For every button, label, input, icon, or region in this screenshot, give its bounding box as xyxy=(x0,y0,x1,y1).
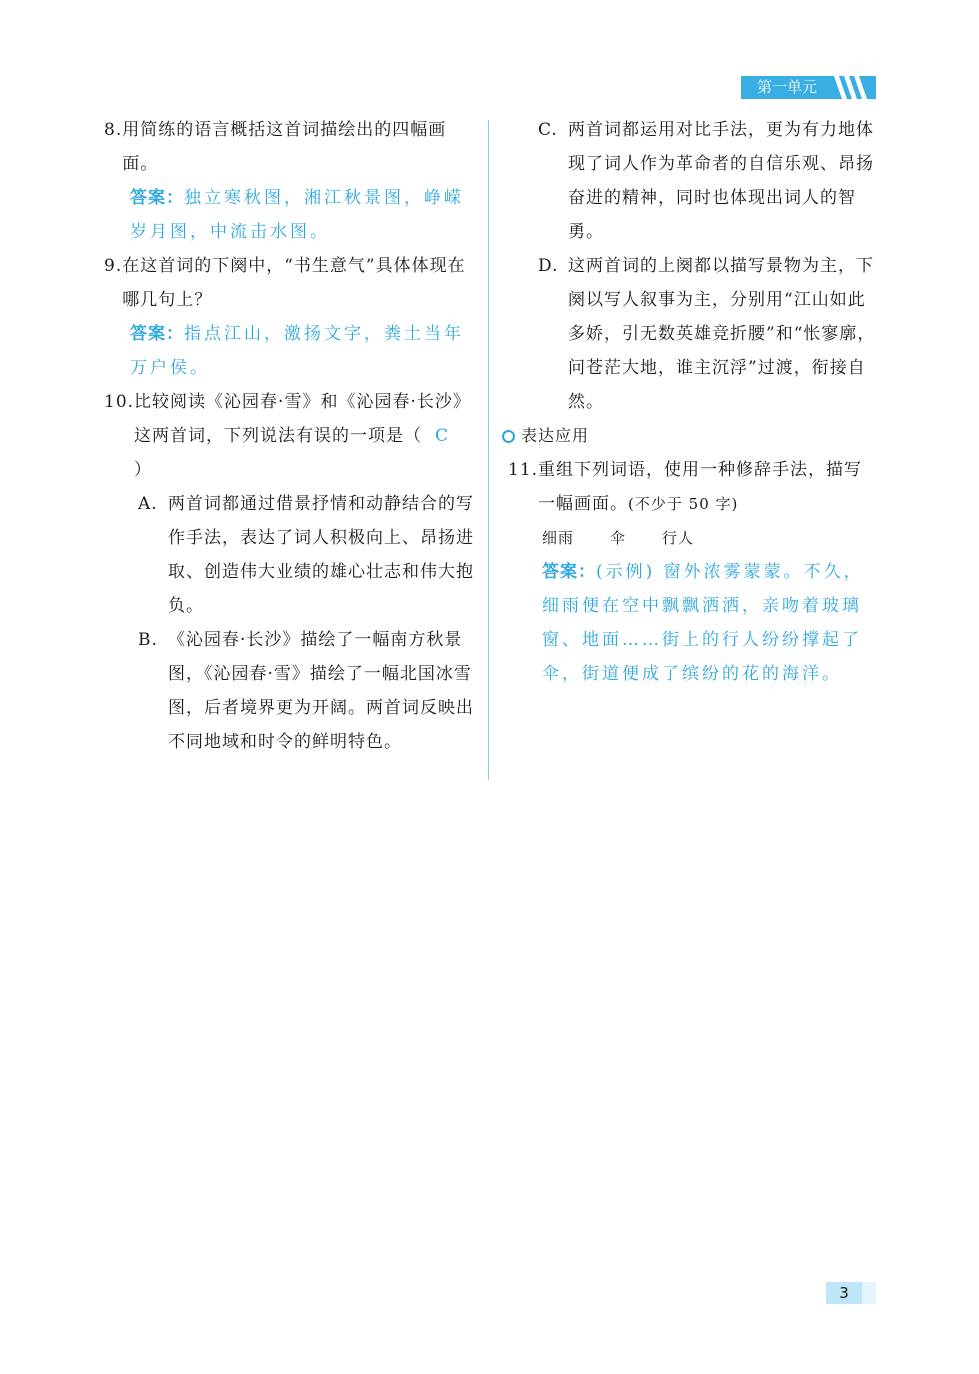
column-divider xyxy=(488,120,489,780)
word-item: 伞 xyxy=(610,529,627,547)
section-heading xyxy=(502,419,878,453)
option-letter: D. xyxy=(538,256,559,276)
unit-tab xyxy=(741,76,876,99)
left-column xyxy=(104,113,476,759)
option-letter: A. xyxy=(138,494,158,514)
unit-label: 第一单元 xyxy=(757,78,818,96)
question-number: 9. xyxy=(104,256,123,276)
page-number: 3 xyxy=(826,1282,862,1304)
question-text-after: ） xyxy=(134,460,153,480)
answer-9 xyxy=(104,317,476,385)
question-text: 在这首词的下阕中，“书生意气”具体体现在哪几句上？ xyxy=(122,256,466,310)
option-text: 《沁园春·长沙》描绘了一幅南方秋景图，《沁园春·雪》描绘了一幅北国冰雪图，后者境界更为开阔。两首词反映出不同地域和时令的鲜明特色。 xyxy=(168,630,474,752)
option-c xyxy=(508,113,878,249)
question-number: 11. xyxy=(508,460,539,480)
right-column xyxy=(508,113,878,691)
question-number: 8. xyxy=(104,120,123,140)
option-b xyxy=(104,623,476,759)
question-9 xyxy=(104,249,476,317)
word-item: 行人 xyxy=(662,529,695,547)
answer-11 xyxy=(508,555,878,691)
section-title: 表达应用 xyxy=(521,426,590,445)
question-text: 用简练的语言概括这首词描绘出的四幅画面。 xyxy=(122,120,447,174)
answer-text: (示例) 窗外浓雾蒙蒙。不久，细雨便在空中飘飘洒洒，亲吻着玻璃窗、地面……街上的行人纷纷撑起了伞，街道便成了缤纷的花的海洋。 xyxy=(542,562,864,684)
question-10 xyxy=(104,385,476,487)
option-text: 两首词都通过借景抒情和动静结合的写作手法，表达了词人积极向上、昂扬进取、创造伟大业绩的雄心壮志和伟大抱负。 xyxy=(168,494,474,616)
answer-text: 独立寒秋图，湘江秋景图，峥嵘岁月图，中流击水图。 xyxy=(130,188,464,242)
answer-8 xyxy=(104,181,476,249)
word-item: 细雨 xyxy=(542,529,575,547)
question-11 xyxy=(508,453,878,521)
answer-label: 答案： xyxy=(130,324,184,344)
question-text xyxy=(538,453,878,521)
option-text: 这两首词的上阕都以描写景物为主，下阕以写人叙事为主，分别用“江山如此多娇，引无数英雄竞折腰”和“怅寥廓，问苍茫大地，谁主沉浮”过渡，衔接自然。 xyxy=(568,256,876,412)
word-list xyxy=(508,521,878,555)
question-main-text: 重组下列词语，使用一种修辞手法，描写一幅画面。 xyxy=(538,460,863,514)
answer-label: 答案： xyxy=(542,562,596,582)
option-text: 两首词都运用对比手法，更为有力地体现了词人作为革命者的自信乐观、昂扬奋进的精神，同时也体现出词人的智勇。 xyxy=(568,120,874,242)
page-number-decoration xyxy=(862,1282,876,1304)
question-text xyxy=(134,385,476,487)
option-letter: B. xyxy=(138,630,158,650)
circle-bullet-icon xyxy=(502,430,515,443)
question-8 xyxy=(104,113,476,181)
question-note: (不少于 50 字) xyxy=(628,495,739,513)
answer-choice: C xyxy=(435,426,450,446)
question-text-before: 比较阅读《沁园春·雪》和《沁园春·长沙》这两首词，下列说法有误的一项是（ xyxy=(134,392,471,446)
answer-text: 指点江山，激扬文字，粪土当年万户侯。 xyxy=(130,324,464,378)
option-d xyxy=(508,249,878,419)
question-number: 10. xyxy=(104,392,135,412)
option-a xyxy=(104,487,476,623)
option-letter: C. xyxy=(538,120,558,140)
answer-label: 答案： xyxy=(130,188,184,208)
stripes-decoration-icon xyxy=(832,76,868,99)
